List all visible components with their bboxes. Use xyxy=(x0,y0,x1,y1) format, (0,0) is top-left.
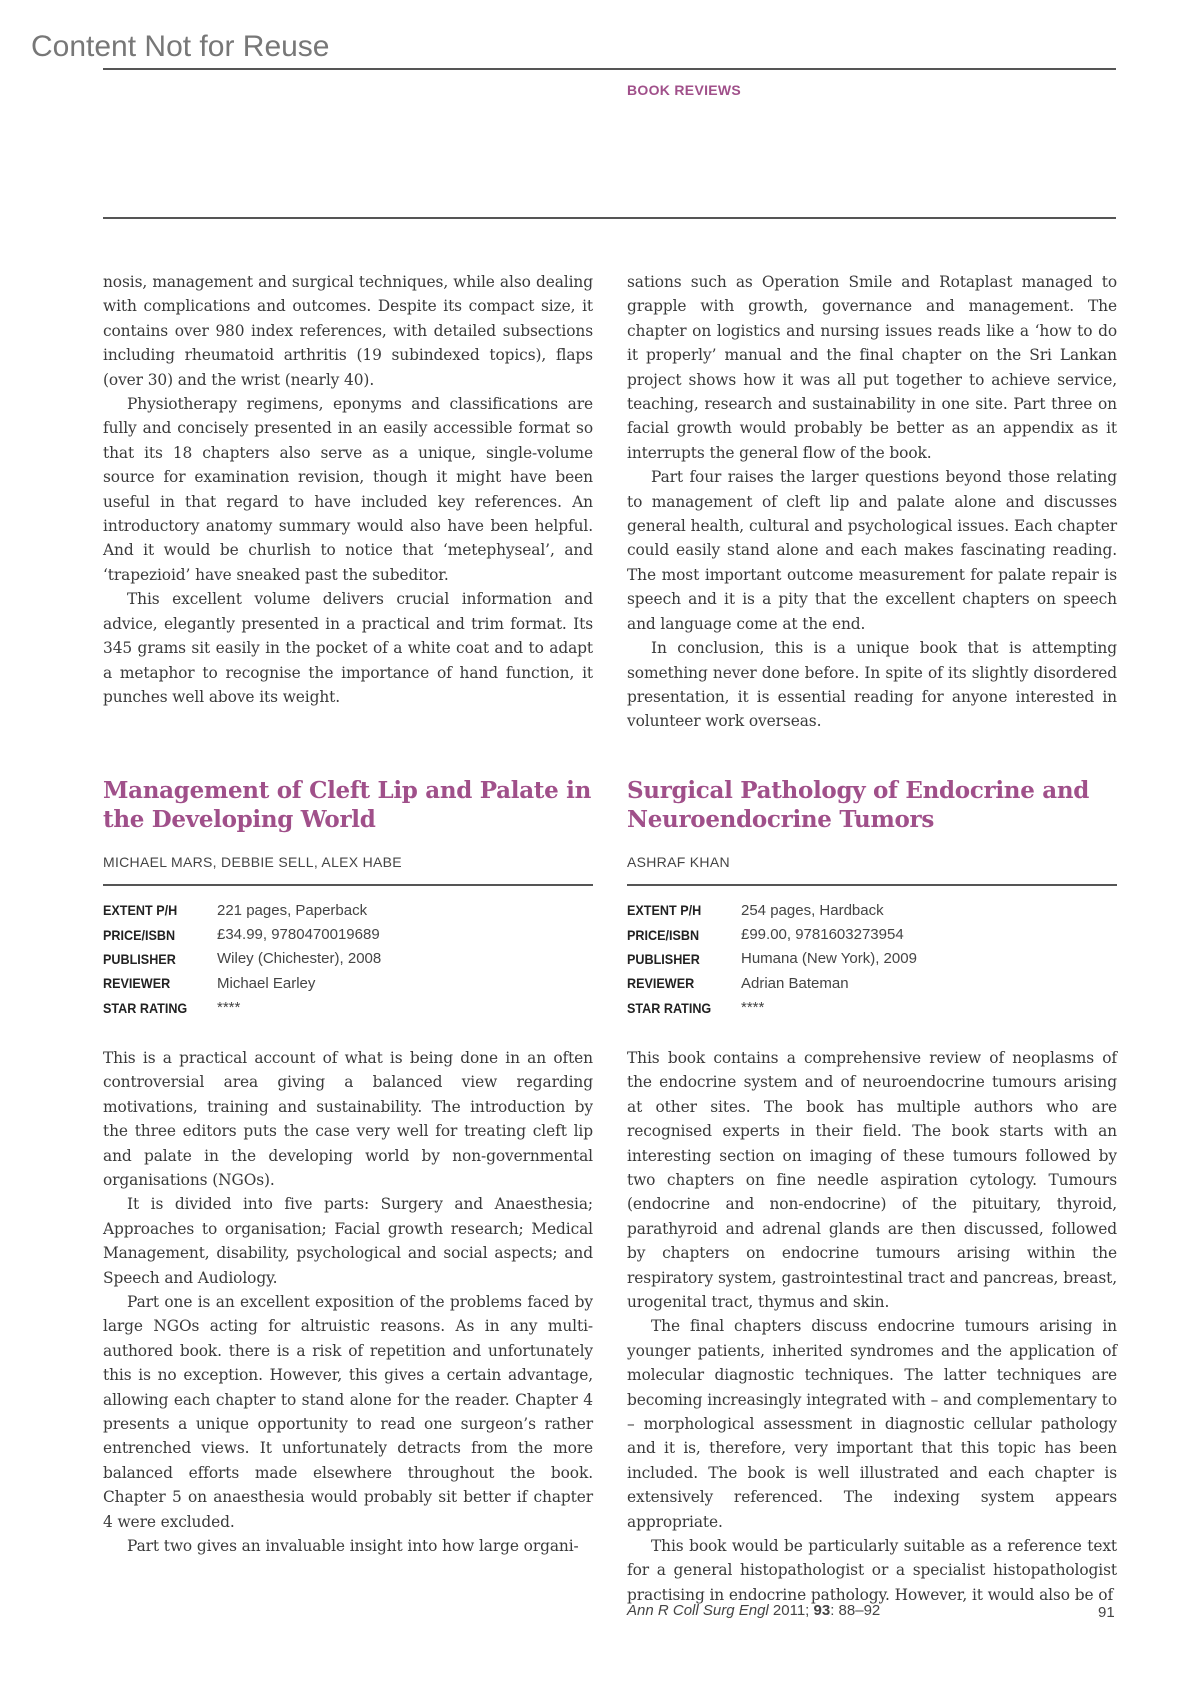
paragraph: Part four raises the larger questions beyond those relating to management of cleft lip and palate alone and discusses general health, cultural and psychological issues. Each chapter could easily stand alone and each makes fascinating reading. The most important outcome measurement for palate repair is speech and it is a pity that the excellent chapters on speech and language come at the end. xyxy=(627,468,1117,633)
paragraph: This is a practical account of what is being done in an often controversial area giving a balanced view regarding motivations, training and sustainability. The introduction by the three editors puts the case very well for treating cleft lip and palate in the developing world by non-governmental organisations (NGOs). xyxy=(103,1048,593,1189)
continued-review-right xyxy=(627,270,1117,734)
paragraph: It is divided into five parts: Surgery and Anaesthesia; Approaches to organisation; Facial growth research; Medical Management, disability, psychological and social aspects; and Speech and Audiology. xyxy=(103,1195,593,1287)
detail-reviewer: REVIEWER Adrian Bateman xyxy=(627,974,849,992)
book-details xyxy=(103,898,593,1020)
review-body xyxy=(627,1046,1117,1607)
header-rule xyxy=(103,68,1116,70)
paragraph: This excellent volume delivers crucial information and advice, elegantly presented in a practical and trim format. Its 345 grams sit easily in the pocket of a white coat and to adapt a metaphor to recognise the importance of hand function, it punches well above its weight. xyxy=(103,590,593,706)
review-title: Management of Cleft Lip and Palate in the Developing World xyxy=(103,777,592,833)
star-rating: **** xyxy=(217,999,241,1017)
review-body xyxy=(103,1046,593,1559)
detail-reviewer: REVIEWER Michael Earley xyxy=(103,974,316,992)
detail-extent: EXTENT P/H 254 pages, Hardback xyxy=(627,901,884,919)
paragraph: Part one is an excellent exposition of the problems faced by large NGOs acting for altruistic reasons. As in any multi-authored book. there is a risk of repetition and unfortunately this is no exception. However, this gives a certain advantage, allowing each chapter to stand alone for the reader. Chapter 4 presents a unique opportunity to read one surgeon’s rather entrenched views. It unfortunately detracts from the more balanced efforts made elsewhere throughout the book. Chapter 5 on anaesthesia would probably sit better if chapter 4 were excluded. xyxy=(103,1293,593,1531)
book-details xyxy=(627,898,1117,1020)
detail-publisher: PUBLISHER Wiley (Chichester), 2008 xyxy=(103,950,382,968)
divider xyxy=(103,884,593,886)
review-endocrine-pathology xyxy=(627,776,1117,1607)
paragraph: This book would be particularly suitable as a reference text for a general histopathologist or a specialist histopathologist practising in endocrine pathology. However, it would also be of xyxy=(627,1537,1117,1604)
journal-citation: Ann R Coll Surg Engl 2011; 93: 88–92 xyxy=(627,1602,881,1619)
page-number: 91 xyxy=(1098,1604,1115,1621)
continued-review-left xyxy=(103,270,593,709)
divider xyxy=(627,884,1117,886)
watermark: Content Not for Reuse xyxy=(31,30,330,63)
paragraph: This book contains a comprehensive review of neoplasms of the endocrine system and of neuroendocrine tumours arising at other sites. The book has multiple authors who are recognised experts in their field. The book starts with an interesting section on imaging of these tumours followed by two chapters on fine needle aspiration cytology. Tumours (endocrine and non-endocrine) of the pituitary, thyroid, parathyroid and adrenal glands are then discussed, followed by chapters on endocrine tumours arising within the respiratory system, gastrointestinal tract and pancreas, breast, urogenital tract, thymus and skin. xyxy=(627,1048,1117,1312)
paragraph: nosis, management and surgical techniques, while also dealing with complications and outcomes. Despite its compact size, it contains over 980 index references, with detailed subsections including rheumatoid arthritis (19 subindexed topics), flaps (over 30) and the wrist (nearly 40). xyxy=(103,273,593,389)
review-cleft-lip xyxy=(103,776,593,1558)
paragraph: sations such as Operation Smile and Rotaplast managed to grapple with growth, governance and management. The chapter on logistics and nursing issues reads like a ‘how to do it properly’ manual and the final chapter on the Sri Lankan project shows how it was all put together to achieve service, teaching, research and sustainability in one site. Part three on facial growth would probably be better as an appendix as it interrupts the general flow of the book. xyxy=(627,273,1117,462)
paragraph: Part two gives an invaluable insight into how large organi- xyxy=(127,1537,579,1556)
review-authors: MICHAEL MARS, DEBBIE SELL, ALEX HABE xyxy=(103,854,402,870)
paragraph: In conclusion, this is a unique book that is attempting something never done before. In spite of its slightly disordered presentation, it is essential reading for anyone interested in volunteer work overseas. xyxy=(627,639,1117,731)
detail-price-isbn: PRICE/ISBN £34.99, 9780470019689 xyxy=(103,926,380,944)
review-authors: ASHRAF KHAN xyxy=(627,854,730,870)
detail-price-isbn: PRICE/ISBN £99.00, 9781603273954 xyxy=(627,926,904,944)
star-rating: **** xyxy=(741,999,765,1017)
detail-extent: EXTENT P/H 221 pages, Paperback xyxy=(103,901,368,919)
section-label: BOOK REVIEWS xyxy=(627,82,742,98)
header-bottom-rule xyxy=(103,217,1116,219)
paragraph: Physiotherapy regimens, eponyms and classifications are fully and concisely presented in an easily accessible format so that its 18 chapters also serve as a unique, single-volume source for examination revision, though it might have been useful in that regard to have included key references. An introductory anatomy summary would also have been helpful. And it would be churlish to notice that ‘metephyseal’, and ‘trapezioid’ have sneaked past the subeditor. xyxy=(103,395,593,584)
review-title: Surgical Pathology of Endocrine and Neuroendocrine Tumors xyxy=(627,777,1090,833)
detail-star-rating: STAR RATING **** xyxy=(103,999,241,1017)
detail-star-rating: STAR RATING **** xyxy=(627,999,765,1017)
paragraph: The final chapters discuss endocrine tumours arising in younger patients, inherited syndromes and the application of molecular diagnostic techniques. The latter techniques are becoming increasingly integrated with – and complementary to – morphological assessment in diagnostic cellular pathology and it is, therefore, very important that this topic has been included. The book is well illustrated and each chapter is extensively referenced. The indexing system appears appropriate. xyxy=(627,1317,1117,1531)
detail-publisher: PUBLISHER Humana (New York), 2009 xyxy=(627,950,917,968)
